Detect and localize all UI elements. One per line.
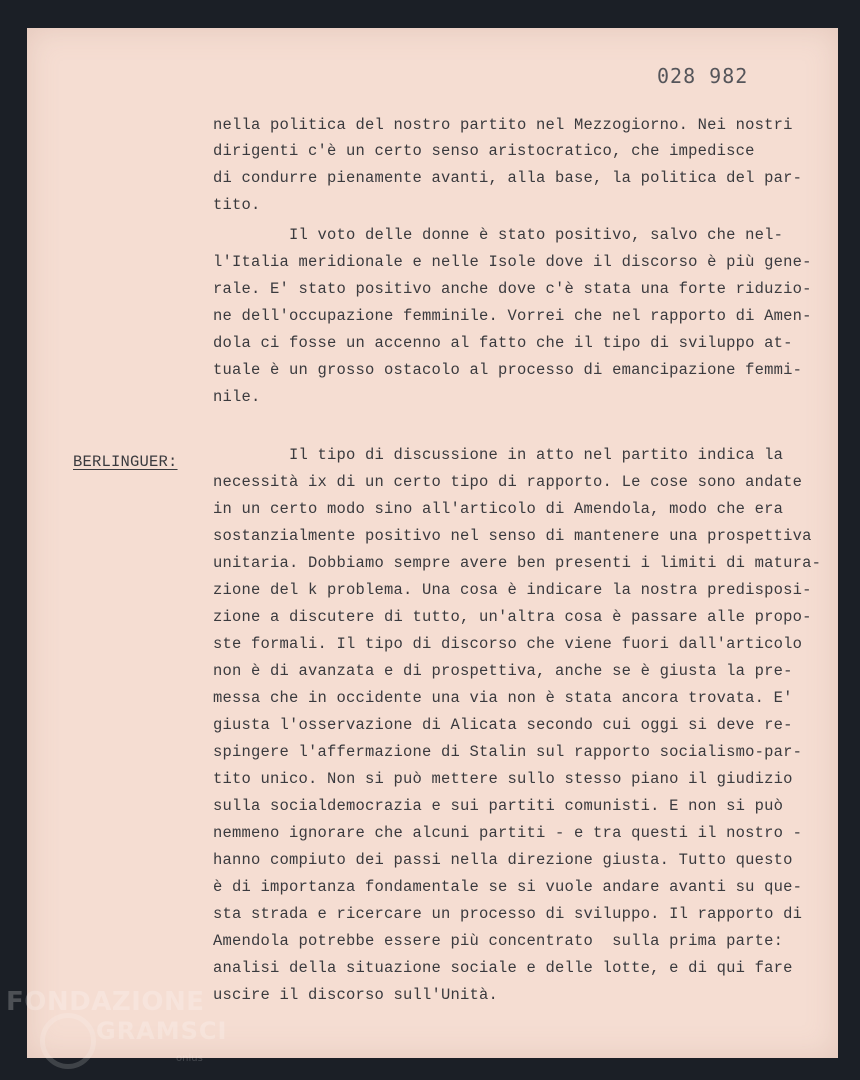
- text-line: nemmeno ignorare che alcuni partiti - e tra questi il nostro -: [213, 824, 803, 842]
- text-line: giusta l'osservazione di Alicata secondo cui oggi si deve re-: [213, 716, 793, 734]
- text-line: dirigenti c'è un certo senso aristocratico, che impedisce: [213, 142, 755, 160]
- text-line: sta strada e ricercare un processo di sviluppo. Il rapporto di: [213, 905, 803, 923]
- text-line: spingere l'affermazione di Stalin sul rapporto socialismo-par-: [213, 743, 803, 761]
- text-line: tuale è un grosso ostacolo al processo di emancipazione femmi-: [213, 361, 803, 379]
- speaker-label: BERLINGUER:: [73, 453, 178, 471]
- text-line: non è di avanzata e di prospettiva, anche se è giusta la pre-: [213, 662, 793, 680]
- document-number: 028 982: [657, 64, 749, 88]
- text-line: Il tipo di discussione in atto nel partito indica la: [213, 446, 784, 464]
- text-line: tito unico. Non si può mettere sullo stesso piano il giudizio: [213, 770, 793, 788]
- watermark-line-1: FONDAZIONE: [6, 987, 205, 1017]
- text-line: messa che in occidente una via non è stata ancora trovata. E': [213, 689, 793, 707]
- text-line: sulla socialdemocrazia e sui partiti comunisti. E non si può: [213, 797, 784, 815]
- text-line: rale. E' stato positivo anche dove c'è stata una forte riduzio-: [213, 280, 812, 298]
- text-line: necessità ix di un certo tipo di rapporto. Le cose sono andate: [213, 473, 803, 491]
- text-line: in un certo modo sino all'articolo di Amendola, modo che era: [213, 500, 784, 518]
- text-line: dola ci fosse un accenno al fatto che il tipo di sviluppo at-: [213, 334, 793, 352]
- text-line: sostanzialmente positivo nel senso di mantenere una prospettiva: [213, 527, 812, 545]
- watermark-line-2: GRAMSCI: [96, 1017, 228, 1045]
- text-line: ste formali. Il tipo di discorso che viene fuori dall'articolo: [213, 635, 803, 653]
- text-line: l'Italia meridionale e nelle Isole dove il discorso è più gene-: [213, 253, 812, 271]
- text-line: Amendola potrebbe essere più concentrato sulla prima parte:: [213, 932, 784, 950]
- typewritten-page: [27, 28, 838, 1058]
- text-line: ne dell'occupazione femminile. Vorrei che nel rapporto di Amen-: [213, 307, 812, 325]
- fondazione-gramsci-watermark: [0, 985, 230, 1080]
- text-line: di condurre pienamente avanti, alla base, la politica del par-: [213, 169, 803, 187]
- text-line: uscire il discorso sull'Unità.: [213, 986, 499, 1004]
- watermark-logo-icon: [40, 1013, 96, 1069]
- text-line: unitaria. Dobbiamo sempre avere ben presenti i limiti di matura-: [213, 554, 822, 572]
- text-line: è di importanza fondamentale se si vuole andare avanti su que-: [213, 878, 803, 896]
- text-line: nella politica del nostro partito nel Mezzogiorno. Nei nostri: [213, 116, 793, 134]
- text-line: Il voto delle donne è stato positivo, salvo che nel-: [213, 226, 784, 244]
- text-line: analisi della situazione sociale e delle lotte, e di qui fare: [213, 959, 793, 977]
- text-line: zione a discutere di tutto, un'altra cosa è passare alle propo-: [213, 608, 812, 626]
- text-line: zione del k problema. Una cosa è indicare la nostra predisposi-: [213, 581, 812, 599]
- text-line: hanno compiuto dei passi nella direzione giusta. Tutto questo: [213, 851, 793, 869]
- text-line: tito.: [213, 196, 261, 214]
- watermark-line-3: onlus: [176, 1053, 203, 1064]
- text-line: nile.: [213, 388, 261, 406]
